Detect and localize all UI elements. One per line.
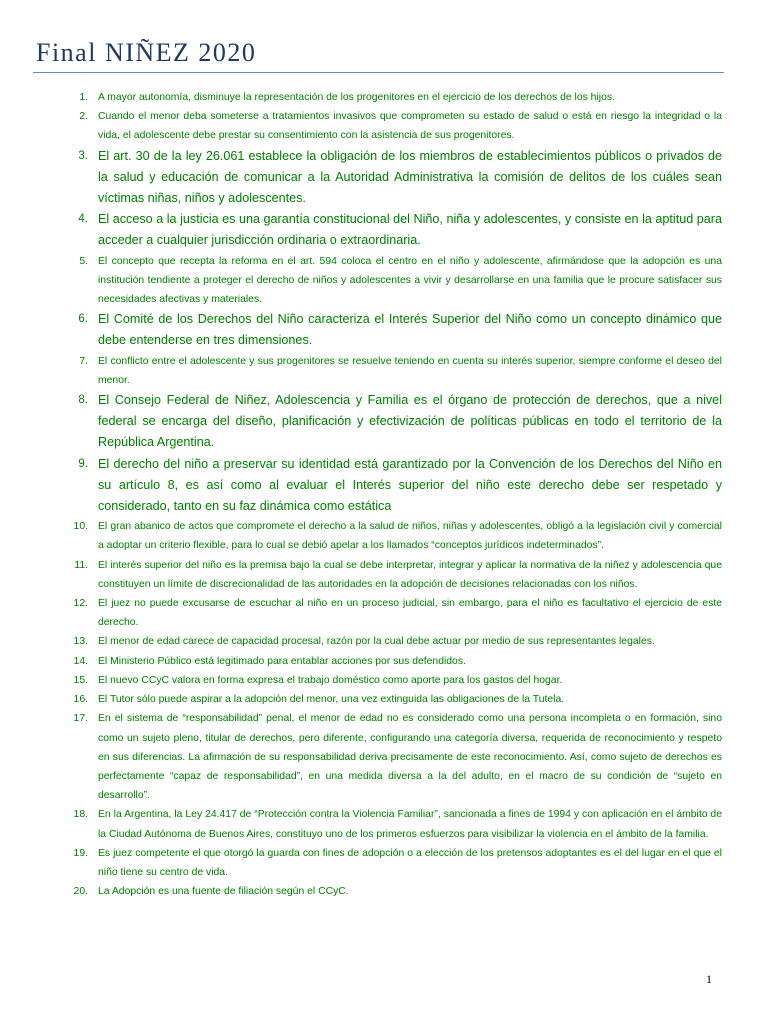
page-title: Final NIÑEZ 2020	[36, 38, 257, 67]
item-text: El Consejo Federal de Niñez, Adolescencia y Familia es el órgano de protección de derechos, que a nivel federal se encarga del diseño, planificación y efectivización de políticas públicas en todo el territorio de la República Argentina.	[98, 393, 722, 450]
item-number: 13.	[73, 636, 88, 648]
item-text: El concepto que recepta la reforma en el art. 594 coloca el centro en el niño y adolescente, afirmándose que la adopción es una institución tendiente a proteger el derecho de niños y adolescentes a vivir y desarrollarse en una familia que le procure satisfacer sus necesidades afectivas y materiales.	[98, 255, 722, 306]
list-item	[0, 594, 768, 632]
item-number: 14.	[73, 655, 88, 667]
item-number: 19.	[73, 847, 88, 859]
item-text: El menor de edad carece de capacidad procesal, razón por la cual debe actuar por medio de sus representantes legales.	[98, 636, 655, 648]
item-text: El gran abanico de actos que compromete el derecho a la salud de niños, niñas y adolescentes, obligó a la legislación civil y comercial a adoptar un criterio flexible, para lo cual se debió apelar a los llamados “conceptos jurídicos indeterminados”.	[98, 521, 722, 552]
question-list	[0, 88, 768, 901]
item-number: 17.	[73, 713, 88, 725]
item-text: El interés superior del niño es la premisa bajo la cual se debe interpretar, integrar y aplicar la normativa de la niñez y adolescencia que constituyen un límite de discrecionalidad de las autoridades en la adopción de decisiones relacionadas con los niños.	[98, 559, 722, 590]
item-text: El nuevo CCyC valora en forma expresa el trabajo doméstico como aporte para los gastos del hogar.	[98, 674, 563, 686]
item-number: 9.	[78, 457, 88, 470]
item-text: Es juez competente el que otorgó la guarda con fines de adopción o a elección de los pretensos adoptantes es el del lugar en el que el niño tiene su centro de vida.	[98, 847, 722, 878]
list-item	[0, 882, 768, 901]
page-number: 1	[706, 972, 712, 986]
item-number: 8.	[78, 394, 88, 407]
item-text: En la Argentina, la Ley 24.417 de “Protección contra la Violencia Familiar”, sancionada a fines de 1994 y con aplicación en el ámbito de la Ciudad Autónoma de Buenos Aires, constituyo uno de los primeros esfuerzos para visibilizar la violencia en el ámbito de la familia.	[98, 809, 722, 840]
list-item	[0, 88, 768, 107]
item-number: 18.	[73, 809, 88, 821]
list-item	[0, 844, 768, 882]
item-text: En el sistema de “responsabilidad” penal, el menor de edad no es considerado como una persona incompleta o en formación, sino como un sujeto pleno, titular de derechos, pero diferente, configurando una categoría diversa, requerida de reconocimiento y respeto en sus diferencias. La afirmación de su responsabilidad deriva precisamente de este reconocimiento. Así, como sujeto de derechos es perfectamente “capaz de responsabilidad”, en una medida diversa a la del adulto, en el macro de su condición de “sujeto en desarrollo”.	[98, 713, 722, 802]
item-text: A mayor autonomía, disminuye la representación de los progenitores en el ejercicio de los derechos de los hijos.	[98, 92, 615, 103]
item-number: 20.	[73, 886, 88, 898]
item-text: El art. 30 de la ley 26.061 establece la obligación de los miembros de establecimientos públicos o privados de la salud y educación de comunicar a la Autoridad Administrativa la comisión de delitos de los cuáles sean víctimas niñas, niños y adolescentes.	[98, 148, 722, 206]
item-number: 3.	[78, 149, 88, 162]
item-text: El Ministerio Público está legitimado para entablar acciones por sus defendidos.	[98, 655, 466, 667]
item-number: 2.	[79, 111, 88, 123]
list-item	[0, 146, 768, 210]
item-number: 11.	[74, 559, 88, 571]
list-item	[0, 690, 768, 709]
list-item	[0, 709, 768, 805]
list-item	[0, 209, 768, 251]
item-number: 5.	[79, 255, 88, 267]
list-item	[0, 517, 768, 555]
list-item	[0, 632, 768, 651]
item-number: 7.	[79, 355, 88, 367]
list-item	[0, 556, 768, 594]
list-item	[0, 671, 768, 690]
item-text: La Adopción es una fuente de filiación según el CCyC.	[98, 886, 349, 898]
item-text: El Tutor sólo puede aspirar a la adopción del menor, una vez extinguida las obligaciones de la Tutela.	[98, 694, 565, 706]
item-text: El conflicto entre el adolescente y sus progenitores se resuelve teniendo en cuenta su interés superior, siempre conforme el deseo del menor.	[98, 355, 722, 386]
item-text: El acceso a la justicia es una garantía constitucional del Niño, niña y adolescentes, y consiste en la aptitud para acceder a cualquier jurisdicción ordinaria o extraordinaria.	[98, 212, 722, 248]
title-divider	[33, 72, 724, 73]
item-number: 16.	[73, 694, 88, 706]
item-number: 6.	[78, 313, 88, 326]
item-text: El derecho del niño a preservar su identidad está garantizado por la Convención de los Derechos del Niño en su artículo 8, es así como al evaluar el Interés superior del niño este derecho debe ser respetado y considerado, tanto en su faz dinámica como estática	[98, 456, 722, 514]
item-number: 12.	[73, 598, 88, 610]
list-item	[0, 390, 768, 454]
list-item	[0, 309, 768, 351]
item-number: 4.	[78, 213, 88, 226]
item-text: El Comité de los Derechos del Niño caracteriza el Interés Superior del Niño como un concepto dinámico que debe entenderse en tres dimensiones.	[98, 312, 722, 348]
item-text: El juez no puede excusarse de escuchar al niño en un proceso judicial, sin embargo, para el niño es facultativo el ejercicio de este derecho.	[98, 598, 722, 629]
list-item	[0, 454, 768, 518]
list-item	[0, 252, 768, 310]
list-item	[0, 652, 768, 671]
list-item	[0, 107, 768, 145]
item-number: 10.	[73, 521, 88, 533]
item-number: 15.	[73, 674, 88, 686]
list-item	[0, 805, 768, 843]
list-item	[0, 352, 768, 390]
item-text: Cuando el menor deba someterse a tratamientos invasivos que comprometen su estado de salud o está en riesgo la integridad o la vida, el adolescente debe prestar su consentimiento con la asistencia de sus progenitores.	[98, 111, 722, 142]
item-number: 1.	[79, 92, 88, 103]
